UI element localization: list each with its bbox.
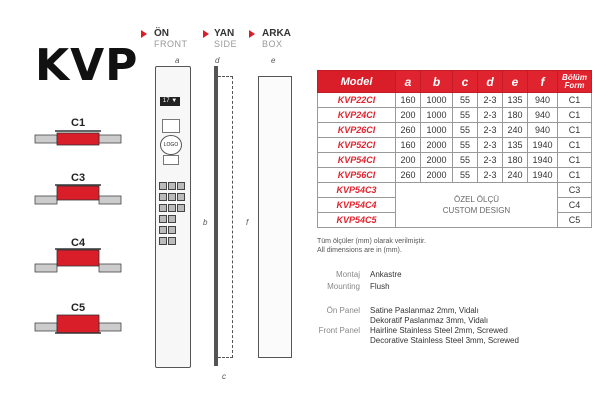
value-cell: 200: [396, 153, 421, 168]
value-cell: 240: [503, 168, 528, 183]
model-cell: KVP52CI: [318, 138, 396, 153]
value-cell: C3: [558, 183, 592, 198]
form-label-c5: C5: [71, 302, 86, 314]
panel-value-1: Satine Paslanmaz 2mm, Vidalı: [370, 306, 479, 315]
value-cell: C1: [558, 123, 592, 138]
keypad-key: [177, 193, 185, 201]
value-cell: 1000: [421, 93, 453, 108]
keypad-key: [168, 182, 176, 190]
keypad: [159, 182, 187, 252]
panel-label-tr: Ön Panel: [326, 306, 360, 315]
value-cell: 2000: [421, 168, 453, 183]
value-cell: 135: [503, 138, 528, 153]
value-cell: 55: [453, 93, 478, 108]
model-cell: KVP26CI: [318, 123, 396, 138]
value-cell: 2000: [421, 138, 453, 153]
value-cell: 2000: [421, 153, 453, 168]
keypad-key: [168, 204, 176, 212]
value-cell: 55: [453, 108, 478, 123]
header-f: f: [528, 71, 558, 93]
header-model: Model: [318, 71, 396, 93]
keypad-key: [159, 237, 167, 245]
form-c4-diagram: [33, 248, 123, 276]
panel-value-4: Decorative Stainless Steel 3mm, Screwed: [370, 336, 519, 345]
keypad-key: [177, 204, 185, 212]
value-cell: 2-3: [478, 153, 503, 168]
value-cell: C1: [558, 153, 592, 168]
keypad-key: [159, 226, 167, 234]
form-c3-diagram: [33, 182, 123, 210]
note-en: All dimensions are in (mm).: [317, 247, 402, 254]
header-d: d: [478, 71, 503, 93]
keypad-key: [159, 182, 167, 190]
value-cell: 2-3: [478, 138, 503, 153]
custom-design-en: CUSTOM DESIGN: [442, 206, 511, 215]
spec-table: [317, 70, 592, 228]
header-a: a: [396, 71, 421, 93]
table-row: [318, 138, 592, 153]
value-cell: 2-3: [478, 108, 503, 123]
table-row: [318, 153, 592, 168]
back-box: [258, 76, 292, 358]
model-cell: KVP54CI: [318, 153, 396, 168]
side-subtitle: SIDE: [214, 39, 238, 49]
front-arrow-icon: [141, 30, 147, 38]
side-arrow-icon: [203, 30, 209, 38]
value-cell: 940: [528, 123, 558, 138]
camera-icon: [162, 119, 180, 133]
value-cell: 2-3: [478, 123, 503, 138]
panel-logo: LOGO: [160, 135, 182, 155]
header-b: b: [421, 71, 453, 93]
side-title: YAN: [214, 28, 235, 39]
value-cell: C1: [558, 108, 592, 123]
form-label-c3: C3: [71, 172, 86, 184]
value-cell: 135: [503, 93, 528, 108]
side-box-outline: [218, 76, 233, 358]
note-tr: Tüm ölçüler (mm) olarak verilmiştir.: [317, 238, 426, 245]
model-cell: KVP54C5: [318, 213, 396, 228]
keypad-key: [168, 215, 176, 223]
value-cell: 260: [396, 168, 421, 183]
card-reader-icon: [163, 155, 179, 165]
value-cell: 160: [396, 93, 421, 108]
form-c5-diagram: [33, 313, 123, 339]
back-subtitle: BOX: [262, 39, 283, 49]
value-cell: 180: [503, 108, 528, 123]
keypad-key: [159, 193, 167, 201]
front-panel: [155, 66, 191, 368]
value-cell: C1: [558, 168, 592, 183]
value-cell: 260: [396, 123, 421, 138]
keypad-key: [168, 226, 176, 234]
panel-label-en: Front Panel: [318, 326, 360, 335]
value-cell: 1000: [421, 123, 453, 138]
value-cell: 1000: [421, 108, 453, 123]
custom-design-cell: [396, 183, 558, 228]
model-cell: KVP56CI: [318, 168, 396, 183]
table-row: [318, 108, 592, 123]
model-cell: KVP22CI: [318, 93, 396, 108]
value-cell: 1940: [528, 168, 558, 183]
model-cell: KVP24CI: [318, 108, 396, 123]
dim-a: a: [175, 56, 180, 65]
keypad-key: [168, 193, 176, 201]
dim-c: c: [222, 372, 226, 381]
custom-design-tr: ÖZEL ÖLÇÜ: [453, 195, 500, 204]
mounting-value-tr: Ankastre: [370, 270, 402, 279]
value-cell: 55: [453, 168, 478, 183]
back-title: ARKA: [262, 28, 291, 39]
value-cell: 55: [453, 123, 478, 138]
dim-f: f: [246, 218, 249, 227]
header-c: c: [453, 71, 478, 93]
dim-d: d: [215, 56, 220, 65]
keypad-key: [177, 182, 185, 190]
back-arrow-icon: [249, 30, 255, 38]
panel-value-3: Hairline Stainless Steel 2mm, Screwed: [370, 326, 508, 335]
value-cell: 180: [503, 153, 528, 168]
mounting-label-en: Mounting: [327, 282, 360, 291]
value-cell: 2-3: [478, 168, 503, 183]
value-cell: C1: [558, 93, 592, 108]
value-cell: 200: [396, 108, 421, 123]
value-cell: C4: [558, 198, 592, 213]
table-row: [318, 168, 592, 183]
form-label-c1: C1: [71, 117, 86, 129]
model-cell: KVP54C4: [318, 198, 396, 213]
header-form: Bölüm Form: [558, 71, 592, 93]
table-row: [318, 123, 592, 138]
front-subtitle: FRONT: [154, 39, 188, 49]
mounting-label-tr: Montaj: [335, 270, 360, 279]
keypad-key: [168, 237, 176, 245]
dim-e: e: [271, 56, 276, 65]
table-row: [318, 183, 592, 198]
front-title: ÖN: [154, 28, 169, 39]
keypad-key: [159, 204, 167, 212]
value-cell: C1: [558, 138, 592, 153]
form-c1-diagram: [33, 125, 123, 147]
value-cell: 940: [528, 108, 558, 123]
value-cell: 240: [503, 123, 528, 138]
model-cell: KVP54C3: [318, 183, 396, 198]
value-cell: 55: [453, 153, 478, 168]
header-e: e: [503, 71, 528, 93]
table-header-row: [318, 71, 592, 93]
panel-value-2: Dekoratif Paslanmaz 3mm, Vidalı: [370, 316, 489, 325]
dim-b: b: [203, 218, 208, 227]
value-cell: 1940: [528, 153, 558, 168]
value-cell: 55: [453, 138, 478, 153]
form-label-c4: C4: [71, 237, 86, 249]
keypad-key: [159, 215, 167, 223]
value-cell: 940: [528, 93, 558, 108]
value-cell: 2-3: [478, 93, 503, 108]
floor-display: 17 ▼: [160, 97, 180, 106]
product-title: KVP: [35, 40, 139, 91]
value-cell: 1940: [528, 138, 558, 153]
value-cell: 160: [396, 138, 421, 153]
mounting-value-en: Flush: [370, 282, 390, 291]
table-row: [318, 93, 592, 108]
value-cell: C5: [558, 213, 592, 228]
